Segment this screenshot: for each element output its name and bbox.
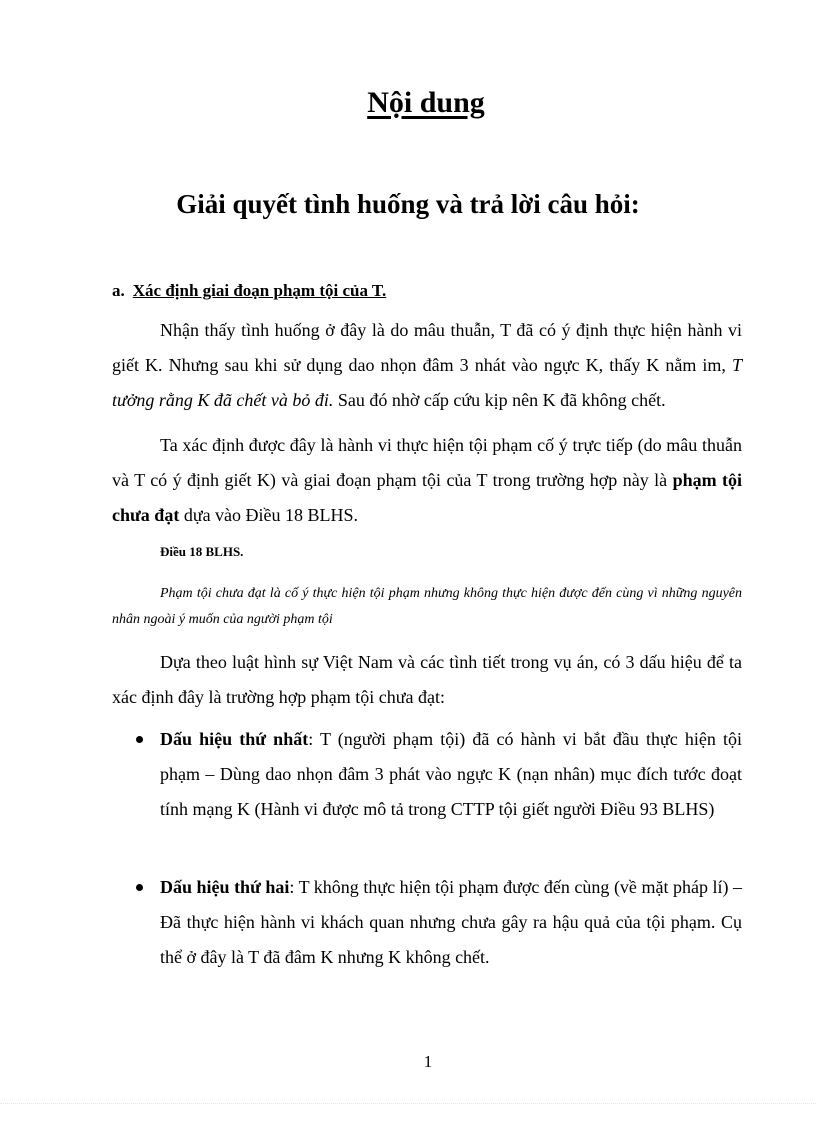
footer-divider: [0, 1103, 816, 1104]
article-quote: Phạm tội chưa đạt là cố ý thực hiện tội phạm nhưng không thực hiện được đến cùng vì những nguyên nhân ngoài ý muốn của người phạm tội: [112, 586, 742, 627]
page-subtitle: Giải quyết tình huống và trả lời câu hỏi:: [176, 189, 640, 219]
section-a-letter: a.: [112, 281, 125, 300]
paragraph-1-text: Nhận thấy tình huống ở đây là do mâu thuẫn, T đã có ý định thực hiện hành vi giết K. Nhưng sau khi sử dụng dao nhọn đâm 3 nhát vào ngực K, thấy K nằm im,: [112, 320, 742, 375]
article-label: Điều 18 BLHS.: [160, 544, 244, 559]
paragraph-2-text-after: dựa vào Điều 18 BLHS.: [179, 505, 359, 525]
bullet-icon: [136, 736, 143, 743]
paragraph-1-italic: T tưởng rằng K đã chết và bỏ đi.: [112, 355, 742, 410]
section-a-heading-text: Xác định giai đoạn phạm tội của T.: [132, 281, 387, 300]
paragraph-3: Dựa theo luật hình sự Việt Nam và các tình tiết trong vụ án, có 3 dấu hiệu để ta xác định đây là trường hợp phạm tội chưa đạt:: [112, 652, 742, 707]
paragraph-2-bold: phạm tội chưa đạt: [112, 470, 743, 525]
bullet-2-bold: Dấu hiệu thứ hai: [160, 877, 290, 897]
bullet-list-1: [112, 722, 742, 827]
bullet-1-text: : T (người phạm tội) đã có hành vi bắt đầu thực hiện tội phạm – Dùng dao nhọn đâm 3 phát vào ngực K (nạn nhân) mục đích tước đoạt tính mạng K (Hành vi được mô tả trong CTTP tội giết người Điều 93 BLHS): [160, 729, 743, 819]
page-title: Nội dung: [367, 86, 485, 119]
paragraph-2-text: Ta xác định được đây là hành vi thực hiện tội phạm cố ý trực tiếp (do mâu thuẫn và T có ý định giết K) và giai đoạn phạm tội của T trong trường hợp này là: [112, 435, 742, 490]
bullet-1-bold: Dấu hiệu thứ nhất: [160, 729, 309, 749]
bullet-2-text: : T không thực hiện tội phạm được đến cùng (về mặt pháp lí) – Đã thực hiện hành vi khách quan nhưng chưa gây ra hậu quả của tội phạm. Cụ thể ở đây là T đã đâm K nhưng K không chết.: [160, 877, 742, 967]
list-item: [112, 870, 742, 975]
bullet-list-2: [112, 870, 742, 975]
list-item: [112, 722, 742, 827]
paragraph-1: [112, 313, 742, 418]
page-number: 1: [423, 1052, 433, 1071]
paragraph-1-text-after: Sau đó nhờ cấp cứu kịp nên K đã không chết.: [333, 390, 666, 410]
section-a-heading: [112, 281, 386, 301]
paragraph-2: [112, 428, 742, 533]
bullet-icon: [136, 884, 143, 891]
